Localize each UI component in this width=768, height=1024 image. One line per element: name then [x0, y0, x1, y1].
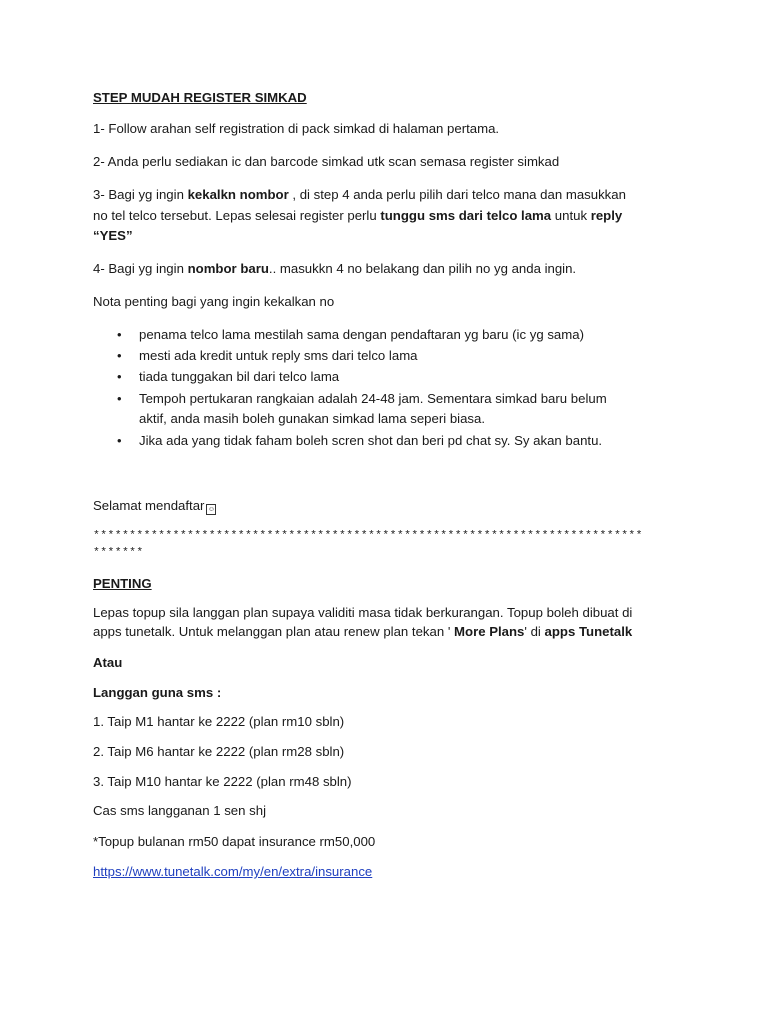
atau-label: Atau: [93, 655, 123, 670]
separator-stars: ****************************************************************************: [93, 530, 643, 542]
insurance-note: *Topup bulanan rm50 dapat insurance rm50,000: [93, 834, 376, 849]
insurance-link[interactable]: https://www.tunetalk.com/my/en/extra/insurance: [93, 864, 373, 879]
penting-text: apps tunetalk. Untuk melanggan plan atau renew plan tekan ': [93, 624, 455, 639]
step-3-bold-keep-number: kekalkn nombor: [187, 187, 289, 202]
sms-option-1: 1. Taip M1 hantar ke 2222 (plan rm10 sbln): [93, 714, 345, 729]
sms-subscribe-label: Langgan guna sms :: [93, 685, 222, 700]
list-item: penama telco lama mestilah sama dengan pendaftaran yg baru (ic yg sama): [139, 327, 584, 342]
step-3-text: , di step 4 anda perlu pilih dari telco mana dan masukkan: [288, 187, 626, 202]
penting-paragraph-line-2: [93, 622, 632, 642]
step-3-line-2: [93, 206, 622, 226]
sms-option-3: 3. Taip M10 hantar ke 2222 (plan rm48 sbln): [93, 774, 352, 789]
list-item-continuation: aktif, anda masih boleh gunakan simkad lama seperi biasa.: [139, 411, 486, 426]
section-title-penting: PENTING: [93, 576, 152, 591]
step-3-line-1: [93, 185, 626, 205]
bullet-icon: •: [117, 348, 122, 363]
step-2: 2- Anda perlu sediakan ic dan barcode simkad utk scan semasa register simkad: [93, 154, 560, 169]
step-3-text: no tel telco tersebut. Lepas selesai register perlu: [93, 208, 381, 223]
sms-option-2: 2. Taip M6 hantar ke 2222 (plan rm28 sbln): [93, 744, 345, 759]
step-4: [93, 259, 576, 279]
list-item: tiada tunggakan bil dari telco lama: [139, 369, 340, 384]
bullet-icon: •: [117, 433, 122, 448]
step-3-line-3: “YES”: [93, 228, 133, 243]
step-1: 1- Follow arahan self registration di pack simkad di halaman pertama.: [93, 121, 500, 136]
list-item: Jika ada yang tidak faham boleh scren shot dan beri pd chat sy. Sy akan bantu.: [139, 433, 603, 448]
note-heading: Nota penting bagi yang ingin kekalkan no: [93, 294, 335, 309]
apps-tunetalk-bold: apps Tunetalk: [544, 624, 633, 639]
step-3-text: 3- Bagi yg ingin: [93, 187, 188, 202]
bullet-icon: •: [117, 391, 122, 406]
list-item: Tempoh pertukaran rangkaian adalah 24-48 jam. Sementara simkad baru belum: [139, 391, 607, 406]
page-title: STEP MUDAH REGISTER SIMKAD: [93, 90, 307, 105]
more-plans-bold: More Plans: [454, 624, 525, 639]
step-4-text: .. masukkn 4 no belakang dan pilih no yg anda ingin.: [268, 261, 577, 276]
separator-stars-end: *******: [93, 547, 144, 559]
step-3-text: untuk: [551, 208, 591, 223]
bullet-icon: •: [117, 369, 122, 384]
sms-charge-note: Cas sms langganan 1 sen shj: [93, 803, 267, 818]
penting-paragraph-line-1: Lepas topup sila langgan plan supaya validiti masa tidak berkurangan. Topup boleh dibuat di: [93, 605, 633, 620]
penting-text: ' di: [524, 624, 545, 639]
closing-text: Selamat mendaftar: [93, 498, 205, 513]
smiley-icon: ☺: [207, 506, 215, 513]
step-3-bold-reply: reply: [590, 208, 623, 223]
step-4-bold-new-number: nombor baru: [187, 261, 269, 276]
list-item: mesti ada kredit untuk reply sms dari telco lama: [139, 348, 418, 363]
step-3-bold-wait-sms: tunggu sms dari telco lama: [380, 208, 552, 223]
closing-greeting: [93, 496, 216, 516]
bullet-icon: •: [117, 327, 122, 342]
step-4-text: 4- Bagi yg ingin: [93, 261, 188, 276]
